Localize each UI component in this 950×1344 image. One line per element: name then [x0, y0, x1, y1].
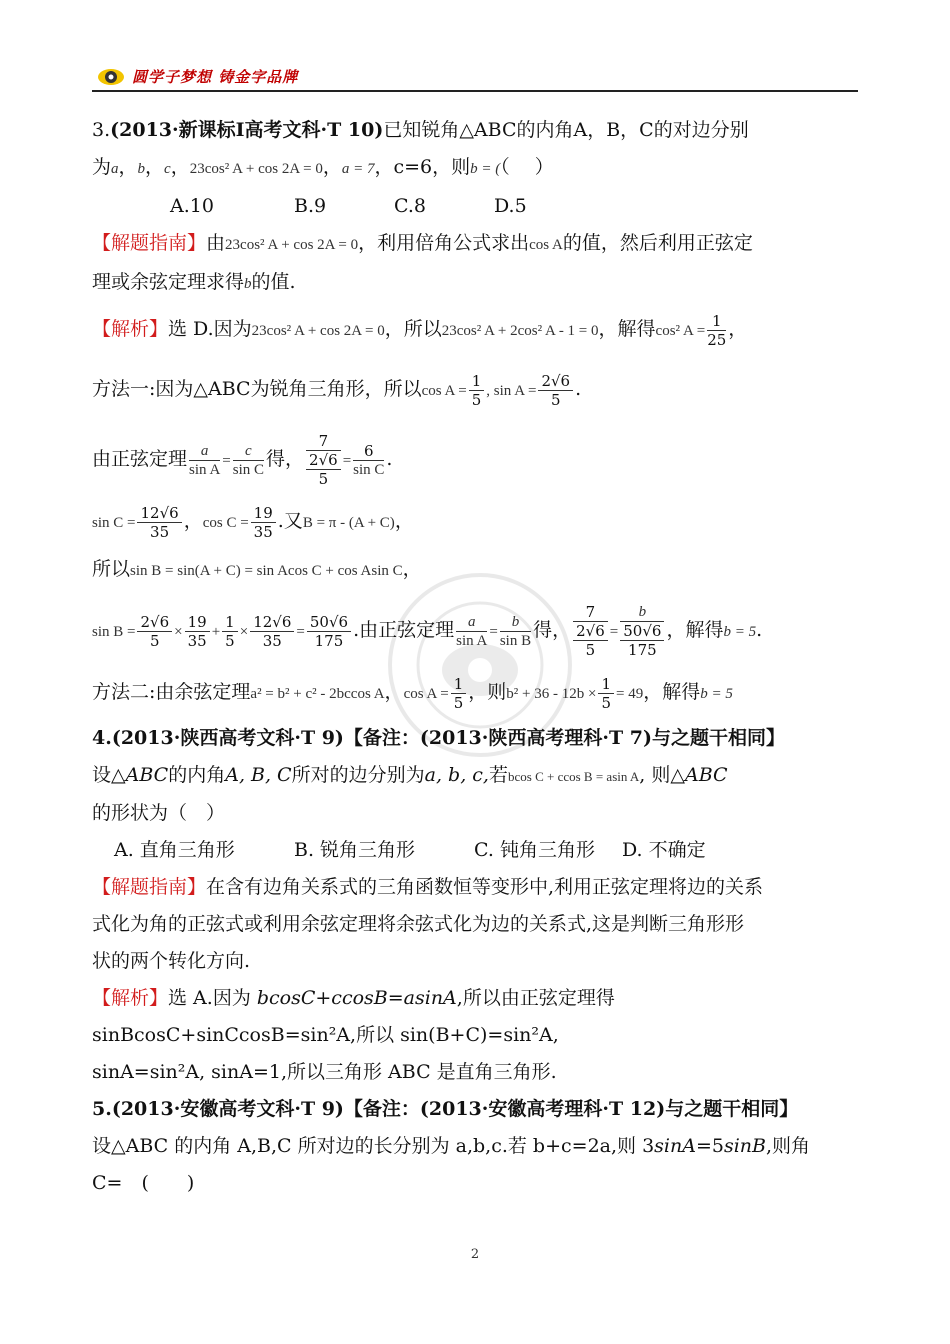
- q3-sine-law-line: 由正弦定理 $\frac{a}{\text{sin A}}$ = $\frac{c}{\text{sin C}}$ 得， $\frac{7}{\frac{2√6}{5}}$ = $\frac{6}{\text{sin C}}$ .: [92, 432, 393, 488]
- q3-option-d: D.5: [494, 195, 527, 217]
- q5-header: 5.(2013·安徽高考文科·T 9)【备注：(2013·安徽高考理科·T 12)与之题干相同】: [92, 1098, 799, 1120]
- q4-header: 4.(2013·陕西高考文科·T 9)【备注：(2013·陕西高考理科·T 7)与之题干相同】: [92, 727, 785, 749]
- q5-stem-line2: C= ( ): [92, 1172, 195, 1194]
- eq-23cos2a: 23cos² A + cos 2A = 0: [189, 161, 323, 177]
- header-slogan: 圆学子梦想 铸金字品牌: [132, 68, 299, 86]
- q4-analysis-line3: sinA=sin²A, sinA=1,所以三角形 ABC 是直角三角形.: [92, 1061, 557, 1083]
- q4-option-b: B. 锐角三角形: [294, 839, 416, 861]
- q5-source: (2013·安徽高考文科·T 9)【备注：(2013·安徽高考理科·T 12)与之题干相同】: [111, 1098, 799, 1120]
- q3-sinb-line: 所以sin B = sin(A + C) = sin Acos C + cos Asin C，: [92, 558, 422, 580]
- q4-analysis-label: 【解析】: [92, 987, 169, 1009]
- q3-final-line: sin B = $\frac{2√6}{5}$ × $\frac{19}{35}$ + $\frac{1}{5}$ × $\frac{12√6}{35}$ = $\frac{50√6}{175}$ .由正弦定理 $\frac{a}{\text{sin A}}$ = $\frac{b}{\text{sin B}}$ 得， $\frac{7}{\frac{2√6}{5}}$ = $\frac{b}{\frac{50√6}{175}}$ ，解得b = 5.: [92, 603, 763, 659]
- q3-guide-line2: 理或余弦定理求得b的值.: [92, 271, 296, 293]
- page-number: 2: [470, 1247, 480, 1262]
- q4-stem-line2: 的形状为（ ）: [92, 802, 226, 824]
- logo-icon: [96, 66, 126, 86]
- q4-option-d: D. 不确定: [622, 839, 706, 861]
- document-body: [92, 112, 862, 1202]
- q3-option-c: C.8: [394, 195, 426, 217]
- q3-stem-line1: 3.(2013·新课标Ⅰ高考文科·T 10)已知锐角△ABC的内角A，B，C的对边分别: [92, 119, 749, 141]
- q4-guide-line1: 【解题指南】在含有边角关系式的三角函数恒等变形中,利用正弦定理将边的关系: [92, 876, 764, 898]
- q4-source: (2013·陕西高考文科·T 9)【备注：(2013·陕西高考理科·T 7)与之题干相同】: [111, 727, 785, 749]
- q3-analysis-line1: 【解析】选 D.因为23cos² A + cos 2A = 0，所以23cos² A + 2cos² A - 1 = 0，解得cos² A = $\frac{1}{25}$ ，: [92, 311, 748, 349]
- q3-source: (2013·新课标Ⅰ高考文科·T 10): [110, 119, 384, 141]
- q5-stem-line1: 设△ABC 的内角 A,B,C 所对边的长分别为 a,b,c.若 b+c=2a,则 3sinA=5sinB,则角: [92, 1135, 811, 1157]
- page-header: [92, 64, 858, 92]
- q3-method2-line: 方法二:由余弦定理a² = b² + c² - 2bccos A，cos A = $\frac{1}{5}$ ，则b² + 36 - 12b × $\frac{1}{5}$ = 49，解得b = 5: [92, 674, 733, 712]
- q3-stem-line2: 为a，b，c，23cos² A + cos 2A = 0，a = 7，c=6，则b = (（ ）: [92, 156, 554, 178]
- q4-option-c: C. 钝角三角形: [474, 839, 595, 861]
- q4-analysis-line1: 【解析】选 A.因为 bcosC+ccosB=asinA,所以由正弦定理得: [92, 987, 615, 1009]
- q4-stem-line1: 设△ABC的内角A, B, C所对的边分别为a, b, c,若bcos C + ccos B = asin A, 则△ABC: [92, 764, 728, 786]
- q3-option-b: B.9: [294, 195, 327, 217]
- q4-guide-line3: 状的两个转化方向.: [92, 950, 251, 972]
- q4-guide-label: 【解题指南】: [92, 876, 207, 898]
- q4-analysis-line2: sinBcosC+sinCcosB=sin²A,所以 sin(B+C)=sin²A,: [92, 1024, 559, 1046]
- q3-method1-line: 方法一:因为△ABC为锐角三角形，所以cos A = $\frac{1}{5}$ , sin A = $\frac{2√6}{5}$ .: [92, 371, 582, 409]
- q4-options: [92, 832, 862, 869]
- q3-sinc-line: sin C = $\frac{12√6}{35}$ ，cos C = $\frac{19}{35}$ .又B = π - (A + C)，: [92, 503, 414, 541]
- q3-option-a: A.10: [170, 195, 214, 217]
- q3-options: [92, 188, 862, 225]
- q3-analysis-label: 【解析】: [92, 318, 169, 340]
- q3-guide-line1: 【解题指南】由23cos² A + cos 2A = 0，利用倍角公式求出cos A的值，然后利用正弦定: [92, 232, 753, 254]
- q4-guide-line2: 式化为角的正弦式或利用余弦定理将余弦式化为边的关系式,这是判断三角形形: [92, 913, 745, 935]
- q3-guide-label: 【解题指南】: [92, 232, 207, 254]
- q4-option-a: A. 直角三角形: [114, 839, 235, 861]
